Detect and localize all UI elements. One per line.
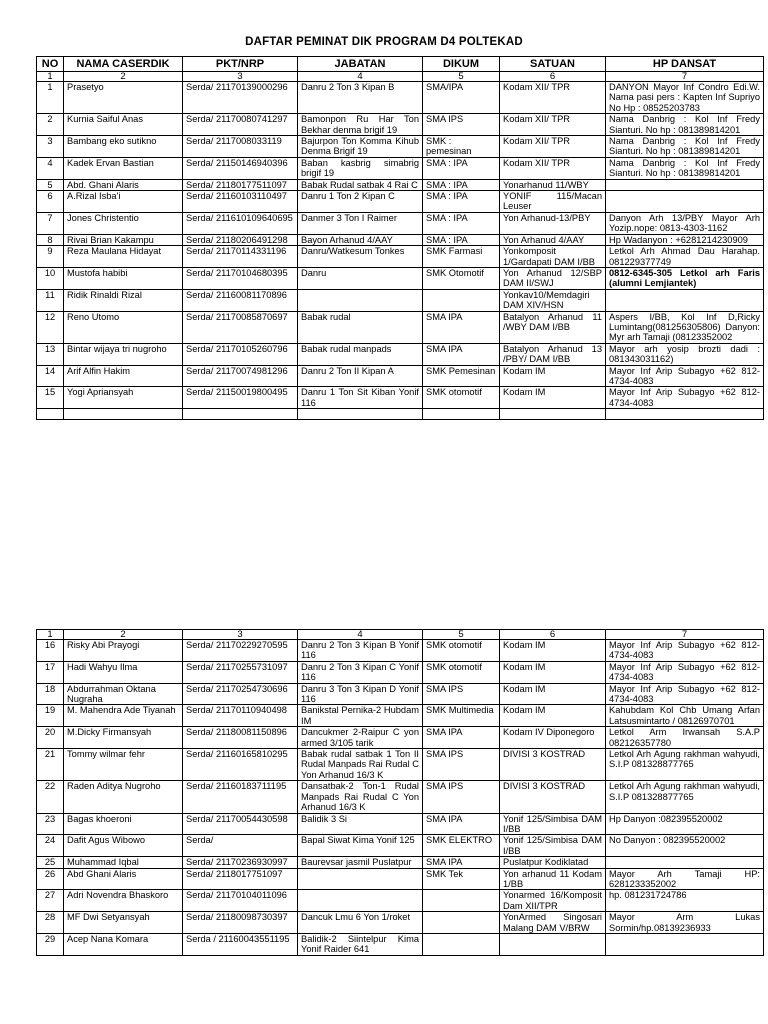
cell-no: 25 xyxy=(37,857,64,868)
cell-dikum: SMK Tek xyxy=(423,868,500,890)
cell-satuan: Kodam XII/ TPR xyxy=(500,82,606,114)
cell-no: 7 xyxy=(37,212,64,234)
cell-nama: Dafit Agus Wibowo xyxy=(64,835,183,857)
cell-no: 23 xyxy=(37,813,64,835)
cell-empty xyxy=(183,409,298,420)
cell-satuan: Puslatpur Kodiklatad xyxy=(500,857,606,868)
cell-satuan: Yon Arhanud 4/AAY xyxy=(500,234,606,245)
cell-jabatan: Bapal Siwat Kima Yonif 125 xyxy=(298,835,423,857)
table-row xyxy=(37,136,764,158)
cell-satuan: Yonif 125/Simbisa DAM I/BB xyxy=(500,813,606,835)
cell-satuan: Batalyon Arhanud 11 /WBY DAM I/BB xyxy=(500,311,606,343)
peminat-table-page-1 xyxy=(36,56,764,420)
cell-pkt-nrp: Serda/ 21170254730696 xyxy=(183,683,298,705)
column-index: 2 xyxy=(64,72,183,82)
table-row xyxy=(37,868,764,890)
column-index: 7 xyxy=(606,630,764,640)
table-row xyxy=(37,933,764,955)
cell-no: 15 xyxy=(37,387,64,409)
cell-satuan: YONIF 115/Macan Leuser xyxy=(500,191,606,213)
cell-nama: Rivai Brian Kakampu xyxy=(64,234,183,245)
cell-satuan: DIVISI 3 KOSTRAD xyxy=(500,781,606,813)
cell-hp-dansat: Nama Danbrig : Kol Inf Fredy Sianturi. No hp : 081389814201 xyxy=(606,114,764,136)
cell-satuan: Kodam XII/ TPR xyxy=(500,114,606,136)
cell-dikum: SMA/IPA xyxy=(423,82,500,114)
cell-dikum xyxy=(423,890,500,912)
table-row xyxy=(37,727,764,749)
cell-no: 11 xyxy=(37,289,64,311)
cell-satuan: Yon arhanud 11 Kodam 1/BB xyxy=(500,868,606,890)
table-row xyxy=(37,387,764,409)
header-dikum: DIKUM xyxy=(423,57,500,72)
cell-dikum: SMA : IPA xyxy=(423,191,500,213)
cell-pkt-nrp: Serda/ 21180206491298 xyxy=(183,234,298,245)
header-satuan: SATUAN xyxy=(500,57,606,72)
cell-nama: M. Mahendra Ade Tiyanah xyxy=(64,705,183,727)
cell-hp-dansat: Mayor Arh Tamaji HP: 6281233352002 xyxy=(606,868,764,890)
cell-satuan: Kodam IM xyxy=(500,683,606,705)
cell-satuan: Yonarmed 16/Komposit Dam XII/TPR xyxy=(500,890,606,912)
cell-nama: Bagas khoeroni xyxy=(64,813,183,835)
cell-dikum: SMA : IPA xyxy=(423,212,500,234)
cell-hp-dansat: Mayor Inf Arip Subagyo +62 812-4734-4083 xyxy=(606,683,764,705)
cell-no: 2 xyxy=(37,114,64,136)
column-index: 3 xyxy=(183,630,298,640)
cell-dikum: SMA : IPA xyxy=(423,179,500,190)
cell-hp-dansat: Letkol Arm Irwansah S.A.P 082126357780 xyxy=(606,727,764,749)
cell-jabatan: Danmer 3 Ton I Raimer xyxy=(298,212,423,234)
cell-hp-dansat: Mayor Inf Arip Subagyo +62 812-4734-4083 xyxy=(606,661,764,683)
cell-nama: Reza Maulana Hidayat xyxy=(64,246,183,268)
cell-nama: Raden Aditya Nugroho xyxy=(64,781,183,813)
column-index: 2 xyxy=(64,630,183,640)
cell-jabatan: Bajurpon Ton Komma Kihub Denma Brigif 19 xyxy=(298,136,423,158)
cell-hp-dansat: Mayor arh yosip brozti dadi : 081343031162) xyxy=(606,343,764,365)
cell-hp-dansat xyxy=(606,179,764,190)
cell-satuan: Yonkomposit 1/Gardapati DAM I/BB xyxy=(500,246,606,268)
cell-pkt-nrp: Serda/ 21160081170896 xyxy=(183,289,298,311)
table-row xyxy=(37,890,764,912)
cell-dikum: SMA IPA xyxy=(423,343,500,365)
cell-satuan: Kodam IM xyxy=(500,661,606,683)
column-index: 6 xyxy=(500,72,606,82)
cell-no: 13 xyxy=(37,343,64,365)
cell-jabatan: Danru 1 Ton 2 Kipan C xyxy=(298,191,423,213)
cell-hp-dansat: Mayor Inf Arip Subagyo +62 812-4734-4083 xyxy=(606,387,764,409)
cell-jabatan: Danru 2 Ton II Kipan A xyxy=(298,365,423,387)
cell-satuan: Yonkav10/Memdagiri DAM XIV/HSN xyxy=(500,289,606,311)
cell-no: 21 xyxy=(37,749,64,781)
cell-jabatan: Balidik 3 Si xyxy=(298,813,423,835)
cell-dikum: SMK Pemesinan xyxy=(423,365,500,387)
cell-empty xyxy=(500,409,606,420)
cell-dikum: SMA IPS xyxy=(423,114,500,136)
peminat-table-page-2 xyxy=(36,629,764,956)
cell-dikum xyxy=(423,289,500,311)
cell-jabatan: Danru 2 Ton 3 Kipan C Yonif 116 xyxy=(298,661,423,683)
table-row xyxy=(37,705,764,727)
cell-pkt-nrp: Serda/ 21170114331196 xyxy=(183,246,298,268)
cell-pkt-nrp: Serda/ 2118017751097 xyxy=(183,868,298,890)
column-index: 5 xyxy=(423,72,500,82)
cell-pkt-nrp: Serda/ 211610109640695 xyxy=(183,212,298,234)
column-index: 4 xyxy=(298,630,423,640)
cell-dikum: SMA IPS xyxy=(423,749,500,781)
cell-nama: Acep Nana Komara xyxy=(64,933,183,955)
cell-jabatan: Babak rudal xyxy=(298,311,423,343)
header-jabatan: JABATAN xyxy=(298,57,423,72)
cell-no: 19 xyxy=(37,705,64,727)
table-row xyxy=(37,749,764,781)
cell-satuan: Yon Arhanud 12/SBP DAM II/SWJ xyxy=(500,267,606,289)
table-row xyxy=(37,114,764,136)
cell-dikum: SMK otomotif xyxy=(423,661,500,683)
cell-no: 9 xyxy=(37,246,64,268)
table-row xyxy=(37,179,764,190)
table-row xyxy=(37,246,764,268)
cell-nama: Abd. Ghani Alaris xyxy=(64,179,183,190)
column-index: 3 xyxy=(183,72,298,82)
cell-pkt-nrp: Serda/ 21170104011096 xyxy=(183,890,298,912)
cell-nama: Risky Abi Prayogi xyxy=(64,640,183,662)
cell-jabatan: Dancukmer 2-Raipur C yon armed 3/105 tarik xyxy=(298,727,423,749)
column-index: 1 xyxy=(37,630,64,640)
cell-jabatan: Danru/Watkesum Tonkes xyxy=(298,246,423,268)
cell-satuan xyxy=(500,933,606,955)
cell-nama: Kadek Ervan Bastian xyxy=(64,157,183,179)
cell-nama: Prasetyo xyxy=(64,82,183,114)
cell-pkt-nrp: Serda/ 21170074981296 xyxy=(183,365,298,387)
table-row xyxy=(37,311,764,343)
cell-jabatan: Danru 1 Ton Sit Kiban Yonif 116 xyxy=(298,387,423,409)
table-row xyxy=(37,157,764,179)
cell-no: 24 xyxy=(37,835,64,857)
cell-satuan: Kodam IM xyxy=(500,387,606,409)
cell-pkt-nrp: Serda/ 21170139000296 xyxy=(183,82,298,114)
cell-nama: Mustofa habibi xyxy=(64,267,183,289)
column-index: 7 xyxy=(606,72,764,82)
cell-empty xyxy=(606,409,764,420)
cell-hp-dansat xyxy=(606,191,764,213)
cell-dikum: SMK Multimedia xyxy=(423,705,500,727)
cell-jabatan: Babak rudal satbak 1 Ton II Rudal Manpads Rai Rudal C Yon Arhanud 16/3 K xyxy=(298,749,423,781)
cell-satuan: Yonif 125/Simbisa DAM I/BB xyxy=(500,835,606,857)
cell-pkt-nrp: Serda/ 21170054430598 xyxy=(183,813,298,835)
cell-hp-dansat: Mayor Arm Lukas Sormin/hp.08139236933 xyxy=(606,912,764,934)
cell-pkt-nrp: Serda/ 21170085870697 xyxy=(183,311,298,343)
cell-nama: Adri Novendra Bhaskoro xyxy=(64,890,183,912)
cell-hp-dansat: Kahubdam Kol Chb Umang Arfan Latsusmintarto / 08126970701 xyxy=(606,705,764,727)
cell-pkt-nrp: Serda / 21160043551195 xyxy=(183,933,298,955)
table-row xyxy=(37,661,764,683)
cell-hp-dansat xyxy=(606,289,764,311)
table-body-page-1 xyxy=(37,82,764,420)
cell-no: 29 xyxy=(37,933,64,955)
cell-satuan: Kodam IV Diponegoro xyxy=(500,727,606,749)
cell-satuan: Yon Arhanud-13/PBY xyxy=(500,212,606,234)
cell-dikum: SMA IPS xyxy=(423,781,500,813)
cell-no: 28 xyxy=(37,912,64,934)
cell-pkt-nrp: Serda/ 21170110940498 xyxy=(183,705,298,727)
cell-dikum xyxy=(423,912,500,934)
cell-nama: M.Dicky Firmansyah xyxy=(64,727,183,749)
cell-jabatan xyxy=(298,890,423,912)
cell-dikum: SMA IPA xyxy=(423,727,500,749)
cell-pkt-nrp: Serda/ 21170236930997 xyxy=(183,857,298,868)
cell-pkt-nrp: Serda/ 21170080741297 xyxy=(183,114,298,136)
cell-no: 6 xyxy=(37,191,64,213)
cell-pkt-nrp: Serda/ 21180098730397 xyxy=(183,912,298,934)
cell-jabatan: Danru 3 Ton 3 Kipan D Yonif 116 xyxy=(298,683,423,705)
cell-nama: Abd Ghani Alaris xyxy=(64,868,183,890)
cell-jabatan: Balidik-2 Siintelpur Kima Yonif Raider 641 xyxy=(298,933,423,955)
cell-nama: Abdurrahman Oktana Nugraha xyxy=(64,683,183,705)
cell-nama: A.Rizal Isba'i xyxy=(64,191,183,213)
cell-pkt-nrp: Serda/ 21180177511097 xyxy=(183,179,298,190)
cell-no: 5 xyxy=(37,179,64,190)
cell-jabatan: Danru 2 Ton 3 Kipan B xyxy=(298,82,423,114)
table-row xyxy=(37,267,764,289)
cell-nama: Arif Alfin Hakim xyxy=(64,365,183,387)
column-index-row xyxy=(37,72,764,82)
cell-nama: Jones Christentio xyxy=(64,212,183,234)
cell-dikum: SMK : pemesinan xyxy=(423,136,500,158)
cell-pkt-nrp: Serda/ 2117008033119 xyxy=(183,136,298,158)
cell-dikum: SMA : IPA xyxy=(423,157,500,179)
cell-dikum: SMA : IPA xyxy=(423,234,500,245)
cell-dikum: SMK Otomotif xyxy=(423,267,500,289)
cell-pkt-nrp: Serda/ 21170105260796 xyxy=(183,343,298,365)
cell-nama: Bambang eko sutikno xyxy=(64,136,183,158)
cell-no: 1 xyxy=(37,82,64,114)
cell-satuan: DIVISI 3 KOSTRAD xyxy=(500,749,606,781)
cell-pkt-nrp: Serda/ 21150146940396 xyxy=(183,157,298,179)
cell-no: 8 xyxy=(37,234,64,245)
column-index: 5 xyxy=(423,630,500,640)
cell-jabatan: Baban kasbrig simabrig brigif 19 xyxy=(298,157,423,179)
table-row xyxy=(37,813,764,835)
cell-no: 3 xyxy=(37,136,64,158)
cell-jabatan: Danru xyxy=(298,267,423,289)
cell-hp-dansat: Letkol Arh Agung rakhman wahyudi, S.I.P 081328877765 xyxy=(606,749,764,781)
cell-hp-dansat: Letkol Arh Agung rakhman wahyudi, S.I.P 081328877765 xyxy=(606,781,764,813)
column-index: 6 xyxy=(500,630,606,640)
cell-pkt-nrp: Serda/ 21160183711195 xyxy=(183,781,298,813)
cell-nama: Reno Utomo xyxy=(64,311,183,343)
cell-satuan: Kodam IM xyxy=(500,365,606,387)
table-row xyxy=(37,191,764,213)
cell-no: 4 xyxy=(37,157,64,179)
cell-jabatan: Bayon Arhanud 4/AAY xyxy=(298,234,423,245)
cell-nama: Bintar wijaya tri nugroho xyxy=(64,343,183,365)
cell-no: 26 xyxy=(37,868,64,890)
column-index: 1 xyxy=(37,72,64,82)
table-row xyxy=(37,683,764,705)
cell-satuan: Yonarhanud 11/WBY xyxy=(500,179,606,190)
empty-row xyxy=(37,409,764,420)
table-row xyxy=(37,640,764,662)
cell-dikum: SMK otomotif xyxy=(423,640,500,662)
column-index-row xyxy=(37,630,764,640)
cell-nama: Hadi Wahyu Ilma xyxy=(64,661,183,683)
header-nama: NAMA CASERDIK xyxy=(64,57,183,72)
cell-nama: Ridik Rinaldi Rizal xyxy=(64,289,183,311)
cell-no: 14 xyxy=(37,365,64,387)
page-title: DAFTAR PEMINAT DIK PROGRAM D4 POLTEKAD xyxy=(245,36,523,48)
cell-nama: Yogi Apriansyah xyxy=(64,387,183,409)
cell-hp-dansat xyxy=(606,857,764,868)
table-row xyxy=(37,212,764,234)
cell-pkt-nrp: Serda/ 21170104680395 xyxy=(183,267,298,289)
cell-jabatan: Dancuk Lmu 6 Yon 1/roket xyxy=(298,912,423,934)
cell-no: 10 xyxy=(37,267,64,289)
cell-satuan: Kodam IM xyxy=(500,705,606,727)
cell-hp-dansat: Mayor Inf Arip Subagyo +62 812-4734-4083 xyxy=(606,640,764,662)
cell-dikum: SMA IPA xyxy=(423,311,500,343)
table-row xyxy=(37,835,764,857)
cell-hp-dansat: Nama Danbrig : Kol Inf Fredy Sianturi. No hp : 081389814201 xyxy=(606,136,764,158)
header-hp-dansat: HP DANSAT xyxy=(606,57,764,72)
cell-hp-dansat: 0812-6345-305 Letkol arh Faris (alumni Lemjiantek) xyxy=(606,267,764,289)
cell-no: 22 xyxy=(37,781,64,813)
cell-pkt-nrp: Serda/ 21170255731097 xyxy=(183,661,298,683)
cell-no: 18 xyxy=(37,683,64,705)
cell-satuan: Kodam IM xyxy=(500,640,606,662)
cell-dikum: SMA IPA xyxy=(423,813,500,835)
cell-dikum: SMK Farmasi xyxy=(423,246,500,268)
cell-nama: MF Dwi Setyansyah xyxy=(64,912,183,934)
table-body-page-2 xyxy=(37,640,764,956)
cell-hp-dansat: DANYON Mayor Inf Condro Edi.W. Nama pasi pers : Kapten Inf Supriyo No Hp : 08525203783 xyxy=(606,82,764,114)
cell-nama: Tommy wilmar fehr xyxy=(64,749,183,781)
cell-jabatan: Babak Rudal satbak 4 Rai C xyxy=(298,179,423,190)
cell-no: 16 xyxy=(37,640,64,662)
table-row xyxy=(37,82,764,114)
cell-dikum xyxy=(423,933,500,955)
cell-no: 12 xyxy=(37,311,64,343)
cell-hp-dansat: Hp Danyon :082395520002 xyxy=(606,813,764,835)
cell-empty xyxy=(37,409,64,420)
table-row xyxy=(37,234,764,245)
cell-hp-dansat xyxy=(606,933,764,955)
cell-dikum: SMA IPA xyxy=(423,857,500,868)
column-index: 4 xyxy=(298,72,423,82)
cell-dikum: SMA IPS xyxy=(423,683,500,705)
cell-pkt-nrp: Serda/ 21180081150896 xyxy=(183,727,298,749)
cell-satuan: YonArmed Singosari Malang DAM V/BRW xyxy=(500,912,606,934)
table-row xyxy=(37,343,764,365)
cell-jabatan xyxy=(298,868,423,890)
cell-jabatan: Dansatbak-2 Ton-1 Rudal Manpads Rai Rudal C Yon Arhanud 16/3 K xyxy=(298,781,423,813)
cell-hp-dansat: Danyon Arh 13/PBY Mayor Arh Yozip.nope: 0813-4303-1162 xyxy=(606,212,764,234)
cell-empty xyxy=(423,409,500,420)
cell-hp-dansat: Letkol Arh Ahmad Dau Harahap. 081229377749 xyxy=(606,246,764,268)
table-row xyxy=(37,857,764,868)
cell-nama: Kurnia Saiful Anas xyxy=(64,114,183,136)
header-row xyxy=(37,57,764,72)
cell-hp-dansat: Mayor Inf Arip Subagyo +62 812-4734-4083 xyxy=(606,365,764,387)
cell-jabatan: Banikstal Pernika-2 Hubdam IM xyxy=(298,705,423,727)
cell-empty xyxy=(64,409,183,420)
cell-dikum: SMK otomotif xyxy=(423,387,500,409)
cell-nama: Muhammad Iqbal xyxy=(64,857,183,868)
cell-no: 27 xyxy=(37,890,64,912)
cell-hp-dansat: Aspers I/BB, Kol Inf D,Ricky Lumintang(081256305806) Danyon: Myr arh Tamaji (08123352002 xyxy=(606,311,764,343)
table-row xyxy=(37,912,764,934)
cell-jabatan: Babak rudal manpads xyxy=(298,343,423,365)
cell-dikum: SMK ELEKTRO xyxy=(423,835,500,857)
cell-jabatan: Danru 2 Ton 3 Kipan B Yonif 116 xyxy=(298,640,423,662)
cell-jabatan: Baurevsar jasmil Puslatpur xyxy=(298,857,423,868)
cell-pkt-nrp: Serda/ xyxy=(183,835,298,857)
cell-hp-dansat: Nama Danbrig : Kol Inf Fredy Sianturi. No hp : 081389814201 xyxy=(606,157,764,179)
table-row xyxy=(37,781,764,813)
cell-satuan: Kodam XII/ TPR xyxy=(500,157,606,179)
cell-empty xyxy=(298,409,423,420)
cell-hp-dansat: No Danyon : 082395520002 xyxy=(606,835,764,857)
cell-no: 17 xyxy=(37,661,64,683)
cell-no: 20 xyxy=(37,727,64,749)
table-row xyxy=(37,289,764,311)
cell-satuan: Batalyon Arhanud 13 /PBY/ DAM I/BB xyxy=(500,343,606,365)
header-pkt-nrp: PKT/NRP xyxy=(183,57,298,72)
cell-pkt-nrp: Serda/ 21160103110497 xyxy=(183,191,298,213)
cell-pkt-nrp: Serda/ 21160165810295 xyxy=(183,749,298,781)
cell-pkt-nrp: Serda/ 21150019800495 xyxy=(183,387,298,409)
cell-hp-dansat: Hp Wadanyon : +6281214230909 xyxy=(606,234,764,245)
cell-jabatan xyxy=(298,289,423,311)
cell-hp-dansat: hp. 081231724786 xyxy=(606,890,764,912)
cell-satuan: Kodam XII/ TPR xyxy=(500,136,606,158)
table-row xyxy=(37,365,764,387)
cell-pkt-nrp: Serda/ 21170229270595 xyxy=(183,640,298,662)
cell-jabatan: Bamonpon Ru Har Ton Bekhar denma brigif 19 xyxy=(298,114,423,136)
header-no: NO xyxy=(37,57,64,72)
